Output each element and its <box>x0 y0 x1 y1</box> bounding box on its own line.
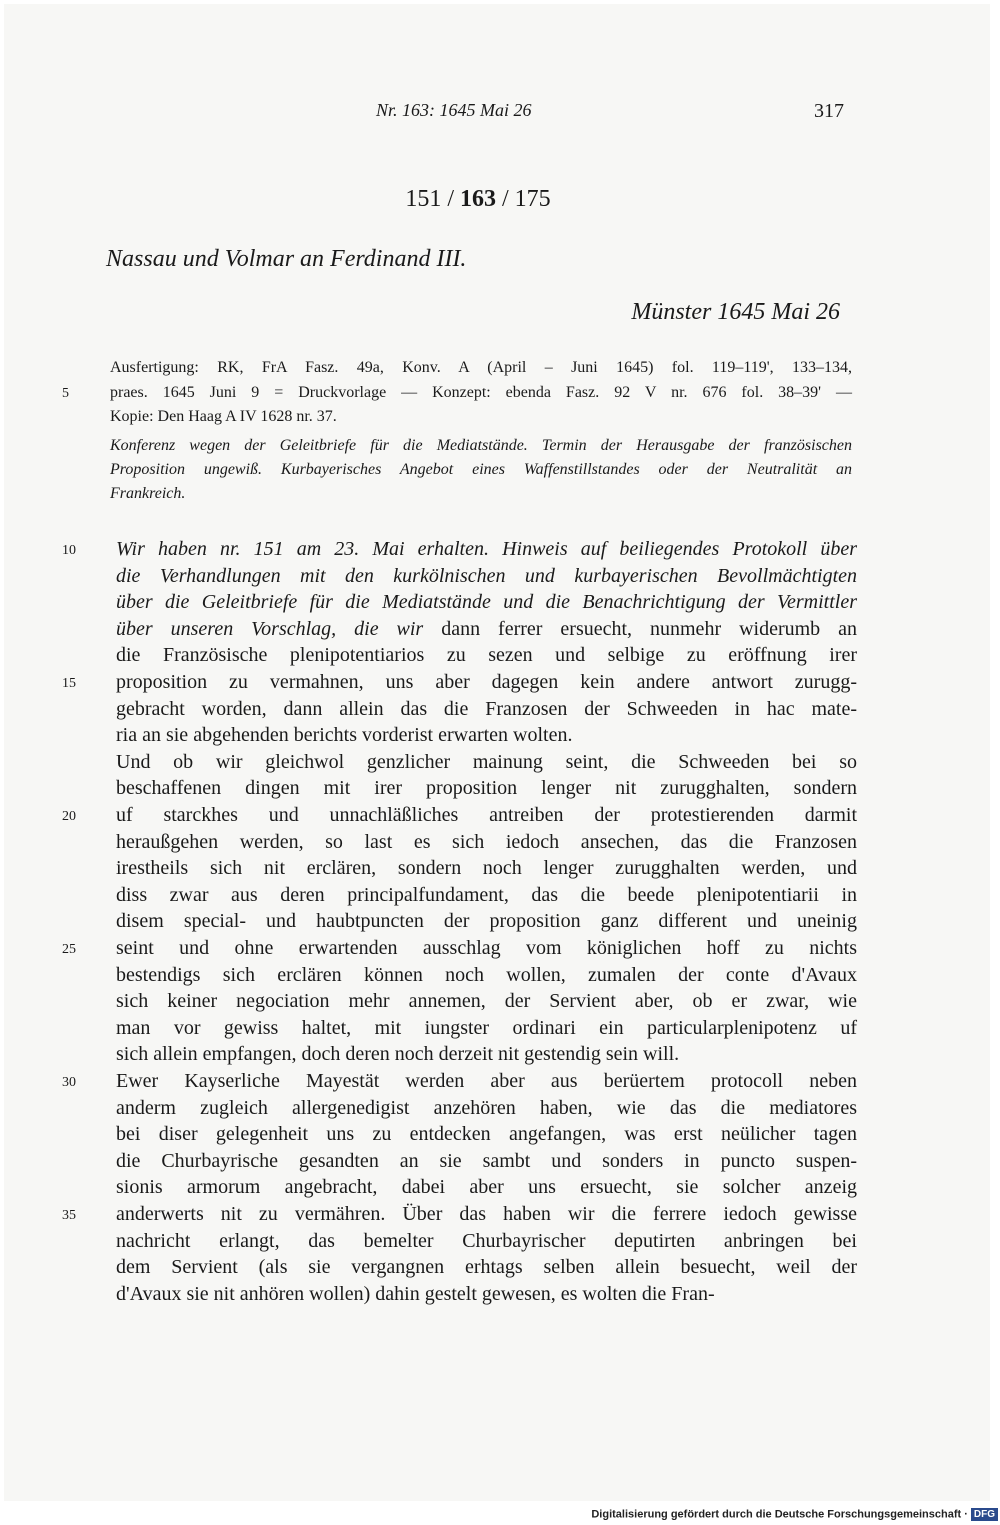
body-line <box>116 538 857 561</box>
body-line <box>116 777 857 800</box>
metadata-line: praes. 1645 Juni 9 = Druckvorlage — Konzept: ebenda Fasz. 92 V nr. 676 fol. 38–39' — <box>110 384 852 401</box>
body-line-text: nachricht erlangt, das bemelter Churbayrischer deputirten anbringen bei <box>116 1230 857 1252</box>
body-line <box>116 1203 857 1226</box>
dfg-logo: DFG <box>971 1508 998 1521</box>
body-line <box>116 990 857 1013</box>
body-line-summary: die Verhandlungen mit den kurkölnischen und kurbayerischen Bevollmächtigten <box>116 565 857 587</box>
footer-separator: · <box>961 1508 968 1521</box>
body-line-text: beschaffenen dingen mit irer proposition lenger nit zurugghalten, sondern <box>116 777 857 799</box>
body-line-summary: Wir haben nr. 151 am 23. Mai erhalten. Hinweis auf beiliegendes Protokoll über <box>116 538 857 560</box>
body-line-text: bestendigs sich erclären können noch wollen, zumalen der conte d'Avaux <box>116 964 857 986</box>
body-line-text: irestheils sich nit erclären, sondern noch lenger zurugghalten werden, und <box>116 857 857 879</box>
document-page <box>4 4 990 1501</box>
separator: / <box>496 186 515 212</box>
body-line <box>116 671 857 694</box>
body-line-summary: über unseren Vorschlag, die wir <box>116 618 424 640</box>
body-line <box>116 857 857 880</box>
body-line <box>116 1150 857 1173</box>
line-number: 35 <box>62 1208 76 1223</box>
footer-text: Digitalisierung gefördert durch die Deutsche Forschungsgemeinschaft <box>591 1508 962 1521</box>
body-line <box>116 644 857 667</box>
summary-line: Konferenz wegen der Geleitbriefe für die Mediatstände. Termin der Herausgabe der französischen <box>110 437 852 454</box>
body-line <box>116 831 857 854</box>
place-date: Münster 1645 Mai 26 <box>631 299 840 325</box>
body-line <box>116 1043 857 1066</box>
body-line-text: man vor gewiss haltet, mit iungster ordinari ein particularplenipotenz uf <box>116 1017 857 1039</box>
line-number: 20 <box>62 809 76 824</box>
body-line <box>116 937 857 960</box>
summary-line: Frankreich. <box>110 485 186 502</box>
body-line-text: die Churbayrische gesandten an sie sambt und sonders in puncto suspen- <box>116 1150 857 1172</box>
body-line-text: anderm zugleich allergenedigist anzehören haben, wie das die mediatores <box>116 1097 857 1119</box>
body-line <box>116 804 857 827</box>
body-line <box>116 1176 857 1199</box>
body-line <box>116 910 857 933</box>
line-number: 15 <box>62 676 76 691</box>
body-line-text: dann ferrer ersuecht, nunmehr widerumb an <box>423 618 858 640</box>
body-line-text: uf starckhes und unnachläßliches antreiben der protestierenden darmit <box>116 804 857 826</box>
body-line <box>116 1230 857 1253</box>
body-line-text: heraußgehen werden, so last es sich iedoch ansechen, das die Franzosen <box>116 831 857 853</box>
body-line-text: gebracht worden, dann allein das die Franzosen der Schweeden in hac mate- <box>116 698 857 720</box>
line-number: 10 <box>62 543 76 558</box>
line-number: 25 <box>62 942 76 957</box>
body-line-summary: über die Geleitbriefe für die Mediatstände und die Benachrichtigung der Vermittler <box>116 591 857 613</box>
body-line <box>116 618 857 641</box>
prev-document-number[interactable]: 151 <box>405 186 442 212</box>
body-line-text: seint und ohne erwartenden ausschlag vom königlichen hoff zu nichts <box>116 937 857 959</box>
metadata-line: Ausfertigung: RK, FrA Fasz. 49a, Konv. A (April – Juni 1645) fol. 119–119', 133–134, <box>110 359 852 376</box>
next-document-number[interactable]: 175 <box>514 186 551 212</box>
footer-credit <box>591 1508 998 1521</box>
body-line <box>116 591 857 614</box>
page-number: 317 <box>814 100 844 122</box>
body-line <box>116 1070 857 1093</box>
separator: / <box>441 186 460 212</box>
body-line-text: sich keiner negociation mehr annemen, der Servient aber, ob er zwar, wie <box>116 990 857 1012</box>
body-line-text: bei diser gelegenheit uns zu entdecken angefangen, was erst neülicher tagen <box>116 1123 857 1145</box>
body-line-text: die Französische plenipotentiarios zu sezen und selbige zu eröffnung irer <box>116 644 857 666</box>
body-line <box>116 964 857 987</box>
body-line-text: disem special- und haubtpuncten der proposition ganz different und uneinig <box>116 910 857 932</box>
body-line-text: ria an sie abgehenden berichts vorderist erwarten wolten. <box>116 724 573 746</box>
document-number-nav <box>4 186 952 213</box>
body-line-text: sich allein empfangen, doch deren noch derzeit nit gestendig sein will. <box>116 1043 680 1065</box>
body-line <box>116 1256 857 1279</box>
running-head-title: Nr. 163: 1645 Mai 26 <box>376 100 532 120</box>
body-line <box>116 1283 857 1306</box>
body-line-text: dem Servient (als sie vergangnen erhtags selben allein besuecht, weil der <box>116 1256 857 1278</box>
body-line-text: proposition zu vermahnen, uns aber dagegen kein andere antwort zurugg- <box>116 671 857 693</box>
body-line <box>116 751 857 774</box>
current-document-number: 163 <box>460 186 496 212</box>
line-number: 5 <box>62 386 69 401</box>
body-line-text: anderwerts nit zu vermähren. Über das haben wir die ferrere iedoch gewisse <box>116 1203 857 1225</box>
body-line <box>116 565 857 588</box>
body-line <box>116 698 857 721</box>
summary-line: Proposition ungewiß. Kurbayerisches Angebot eines Waffenstillstandes oder der Neutralität an <box>110 461 852 478</box>
body-line <box>116 724 857 747</box>
body-line <box>116 1097 857 1120</box>
body-line-text: diss zwar aus deren principalfundament, das die beede plenipotentiarii in <box>116 884 857 906</box>
body-line-text: d'Avaux sie nit anhören wollen) dahin gestelt gewesen, es wolten die Fran- <box>116 1283 715 1305</box>
body-line <box>116 1123 857 1146</box>
metadata-line: Kopie: Den Haag A IV 1628 nr. 37. <box>110 408 337 425</box>
line-number: 30 <box>62 1075 76 1090</box>
body-line <box>116 884 857 907</box>
document-heading: Nassau und Volmar an Ferdinand III. <box>106 246 467 272</box>
body-line <box>116 1017 857 1040</box>
body-line-text: sionis armorum angebracht, dabei aber uns ersuecht, sie solcher anzeig <box>116 1176 857 1198</box>
body-line-text: Ewer Kayserliche Mayestät werden aber aus berüertem protocoll neben <box>116 1070 857 1092</box>
body-line-text: Und ob wir gleichwol genzlicher mainung seint, die Schweeden bei so <box>116 751 857 773</box>
